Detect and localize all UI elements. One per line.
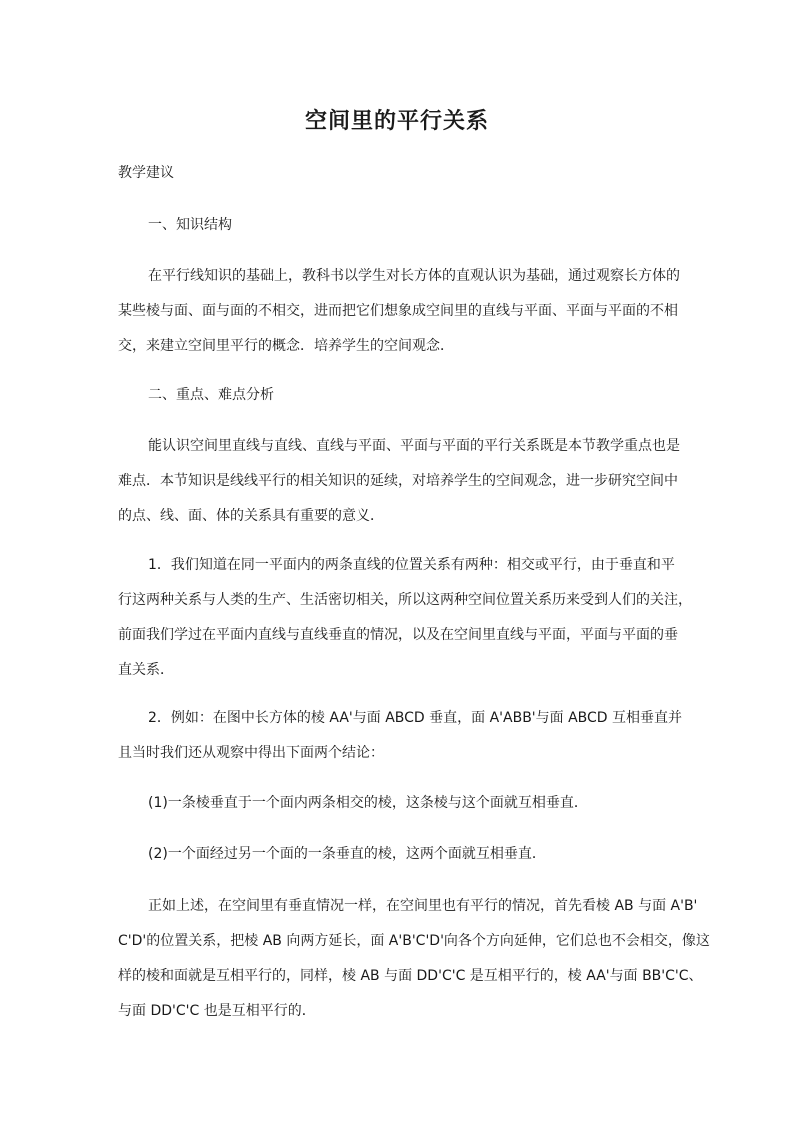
paragraph-line: 正如上述，在空间里有垂直情况一样，在空间里也有平行的情况，首先看棱 AB 与面 A'B' (148, 898, 698, 914)
page-title: 空间里的平行关系 (304, 108, 489, 134)
conclusion-1: (1)一条棱垂直于一个面内两条相交的棱，这条棱与这个面就互相垂直． (148, 795, 588, 811)
paragraph-2 (118, 429, 678, 534)
paragraph-line: 1．我们知道在同一平面内的两条直线的位置关系有两种：相交或平行，由于垂直和平 (148, 557, 675, 573)
paragraph-line: 2．例如：在图中长方体的棱 AA'与面 ABCD 垂直，面 A'ABB'与面 ABCD 互相垂直并 (148, 710, 683, 726)
heading-block-2 (118, 378, 678, 413)
paragraph-line: 难点．本节知识是线线平行的相关知识的延续，对培养学生的空间观念，进一步研究空间中 (118, 473, 678, 489)
paragraph-line: 前面我们学过在平面内直线与直线垂直的情况，以及在空间里直线与平面，平面与平面的垂 (118, 627, 678, 643)
conclusion-2-block (118, 837, 678, 872)
paragraph-line: 的点、线、面、体的关系具有重要的意义． (118, 508, 384, 524)
paragraph-line: 样的棱和面就是互相平行的，同样，棱 AB 与面 DD'C'C 是互相平行的，棱 AA'与面 BB'C'C、 (118, 968, 703, 984)
paragraph-line: C'D'的位置关系，把棱 AB 向两方延长，面 A'B'C'D'向各个方向延伸，它们总也不会相交，像这 (118, 933, 710, 949)
paragraph-line: 行这两种关系与人类的生产、生活密切相关，所以这两种空间位置关系历来受到人们的关注， (118, 592, 692, 608)
heading-key-points: 二、重点、难点分析 (148, 387, 274, 403)
paragraph-line: 且当时我们还从观察中得出下面两个结论： (118, 745, 384, 761)
paragraph-line: 与面 DD'C'C 也是互相平行的． (118, 1003, 316, 1019)
paragraph-4 (118, 701, 683, 771)
section-label-block (118, 156, 678, 191)
paragraph-7 (118, 889, 710, 1029)
section-label: 教学建议 (118, 165, 174, 181)
paragraph-line: 直关系． (118, 662, 174, 678)
conclusion-2: (2)一个面经过另一个面的一条垂直的棱，这两个面就互相垂直． (148, 846, 546, 862)
paragraph-line: 能认识空间里直线与直线、直线与平面、平面与平面的平行关系既是本节教学重点也是 (148, 438, 680, 454)
conclusion-1-block (118, 786, 678, 821)
paragraph-line: 交，来建立空间里平行的概念．培养学生的空间观念． (118, 338, 454, 354)
heading-knowledge-structure: 一、知识结构 (148, 217, 232, 233)
heading-block-1 (118, 208, 678, 243)
paragraph-line: 某些棱与面、面与面的不相交，进而把它们想象成空间里的直线与平面、平面与平面的不相 (118, 303, 678, 319)
paragraph-line: 在平行线知识的基础上，教科书以学生对长方体的直观认识为基础，通过观察长方体的 (148, 268, 680, 284)
paragraph-3 (118, 548, 692, 688)
paragraph-1 (118, 259, 678, 364)
